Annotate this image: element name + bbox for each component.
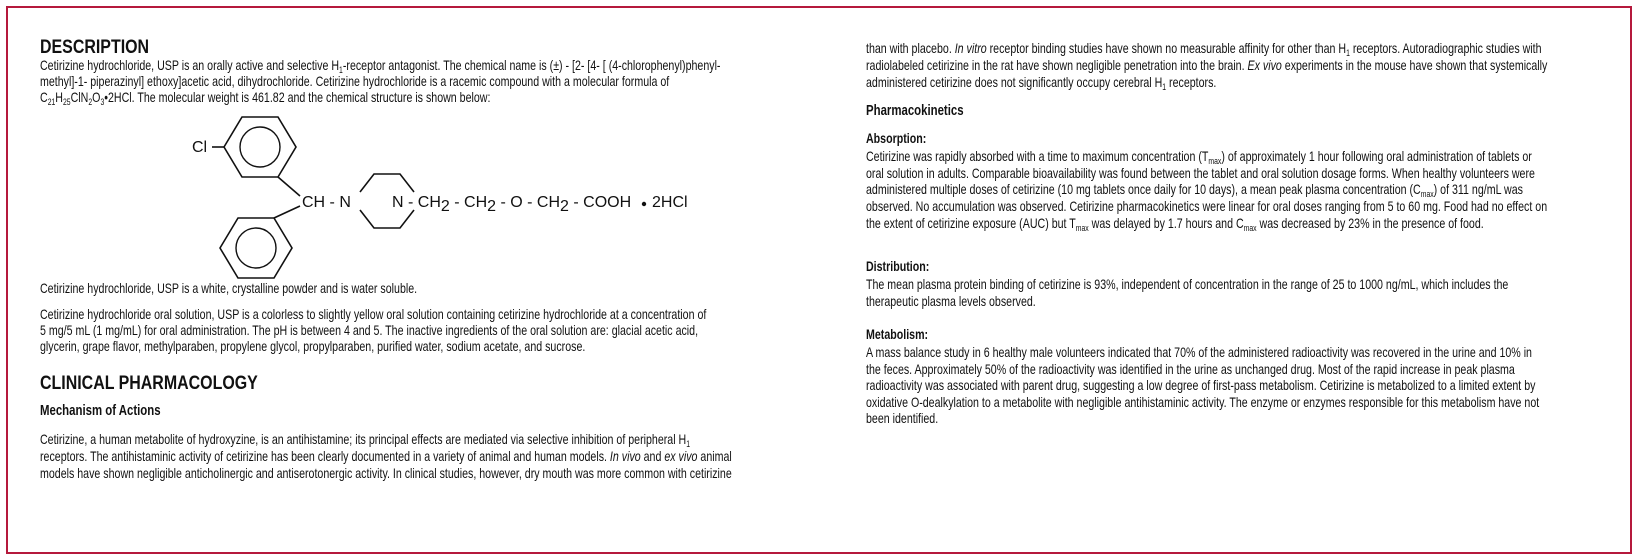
hcl-label: 2HCl <box>652 194 688 211</box>
receptor-line-3 <box>866 74 1216 90</box>
piperazine-ring-top <box>360 174 414 192</box>
bond <box>274 206 300 218</box>
text: receptors. Autoradiographic studies with <box>1349 40 1542 56</box>
receptor-line-2 <box>866 57 1547 73</box>
piperazine-ring-bottom <box>360 210 414 228</box>
metabolism-line-2: the feces. Approximately 50% of the radioactivity was identified in the urine as unchanged drug. Most of the rapid increase in peak plasma <box>866 361 1515 377</box>
metabolism-line-3: radioactivity was associated with parent drug, suggesting a low degree of first-pass metabolism. Cetirizine is metabolized to a limited extent by <box>866 377 1536 393</box>
text: - COOH <box>568 194 632 211</box>
chlorine-label: Cl <box>192 139 208 156</box>
distribution-line-1: The mean plasma protein binding of cetirizine is 93%, independent of concentration in the range of 25 to 1000 ng/mL, which includes the <box>866 276 1509 292</box>
absorption-line-2: oral solution in adults. Comparable bioavailability was found between the tablet and oral solution dosage forms. When healthy volunteers were <box>866 165 1535 181</box>
aromatic-circle <box>240 127 280 167</box>
benzene-ring-lower <box>220 218 292 278</box>
text: In vitro <box>954 40 987 56</box>
clinical-pharmacology-heading: CLINICAL PHARMACOLOGY <box>40 373 258 394</box>
salt-dot <box>642 202 646 206</box>
absorption-heading: Absorption: <box>866 130 927 146</box>
mechanism-line-2 <box>40 448 732 464</box>
chemical-structure-diagram <box>190 108 750 283</box>
description-line-1 <box>40 57 720 73</box>
subscript: 2 <box>440 198 450 215</box>
mechanism-heading: Mechanism of Actions <box>40 402 161 419</box>
subscript: 1 <box>1162 82 1167 92</box>
text: administered multiple doses of cetirizine (10 mg tablets once daily for 10 days), a mean peak plasma concentration (C <box>866 181 1421 197</box>
text: the extent of cetirizine exposure (AUC) but T <box>866 215 1076 231</box>
subscript: max <box>1075 223 1089 233</box>
oral-solution-line-2: 5 mg/5 mL (1 mg/mL) for oral administration. The pH is between 4 and 5. The inactive ingredients of the oral solution are: glacial acetic acid, <box>40 322 699 338</box>
subscript: 1 <box>686 439 691 449</box>
subscript: 1 <box>1346 48 1350 58</box>
text: In vivo <box>609 448 641 464</box>
text: animal <box>697 448 732 464</box>
text: Cetirizine, a human metabolite of hydroxyzine, is an antihistamine; its principal effects are mediated via selective inhibition of peripheral H <box>40 431 687 447</box>
mechanism-line-3: models have shown negligible anticholinergic and antiserotonergic activity. In clinical studies, however, dry mouth was more common with cetirizine <box>40 465 732 481</box>
text: and <box>640 448 665 464</box>
absorption-line-1 <box>866 148 1532 164</box>
text: C <box>40 89 48 105</box>
subscript: 3 <box>100 97 105 107</box>
subscript: max <box>1208 156 1222 166</box>
oral-solution-line-3: glycerin, grape flavor, methylparaben, propylene glycol, propylparaben, purified water, sodium acetate, and sucrose. <box>40 338 586 354</box>
text: radiolabeled cetirizine in the rat have shown negligible penetration into the brain. <box>866 57 1248 73</box>
text: Cetirizine hydrochloride, USP is an orally active and selective H <box>40 57 340 73</box>
description-heading: DESCRIPTION <box>40 37 150 58</box>
text: receptors. The antihistaminic activity of cetirizine has been clearly documented in a variety of animal and human models. <box>40 448 610 464</box>
text: administered cetirizine does not significantly occupy cerebral H <box>866 74 1163 90</box>
text: Ex vivo <box>1247 57 1282 73</box>
absorption-line-4: observed. No accumulation was observed. Cetirizine pharmacokinetics were linear for oral doses ranging from 5 to 60 mg. Food had no effect on <box>866 198 1548 214</box>
oral-solution-line-1: Cetirizine hydrochloride oral solution, USP is a colorless to slightly yellow oral solution containing cetirizine hydrochloride at a concentration of <box>40 306 707 322</box>
bond <box>278 177 300 196</box>
molecular-formula-line <box>40 89 490 105</box>
description-line-2: methyl]-1- piperazinyl] ethoxy]acetic acid, dihydrochloride. Cetirizine hydrochloride is a racemic compound with a molecular formula of <box>40 73 670 89</box>
text: ClN <box>70 89 89 105</box>
nitrogen-chain-label <box>392 194 631 215</box>
pharmacokinetics-heading: Pharmacokinetics <box>866 102 964 119</box>
text: H <box>55 89 64 105</box>
text: - O - CH <box>496 194 561 211</box>
subscript: 1 <box>339 65 343 75</box>
text: - CH <box>449 194 488 211</box>
absorption-line-3 <box>866 181 1523 197</box>
benzene-ring-upper <box>224 117 296 177</box>
distribution-line-2: therapeutic plasma levels observed. <box>866 293 1036 309</box>
mechanism-line-1 <box>40 431 690 447</box>
text: ) of approximately 1 hour following oral administration of tablets or <box>1221 148 1532 164</box>
subscript: 2 <box>88 97 93 107</box>
text: ex vivo <box>664 448 698 464</box>
text: N - CH <box>392 194 441 211</box>
text: O <box>92 89 101 105</box>
metabolism-line-5: been identified. <box>866 410 939 426</box>
text: ) of 311 ng/mL was <box>1433 181 1523 197</box>
metabolism-heading: Metabolism: <box>866 326 929 342</box>
text: -receptor antagonist. The chemical name is (±) - [2- [4- [ (4-chlorophenyl)phenyl- <box>342 57 721 73</box>
methine-nitrogen-label: CH - N <box>302 194 351 211</box>
subscript: 2 <box>560 198 569 215</box>
subscript: max <box>1243 223 1257 233</box>
receptor-line-1 <box>866 40 1542 56</box>
text: than with placebo. <box>866 40 955 56</box>
text: was decreased by 23% in the presence of food. <box>1256 215 1484 231</box>
metabolism-line-1: A mass balance study in 6 healthy male volunteers indicated that 70% of the administered radioactivity was recovered in the urine and 10% in <box>866 344 1532 360</box>
text: receptor binding studies have shown no measurable affinity for other than H <box>986 40 1347 56</box>
metabolism-line-4: oxidative O-dealkylation to a metabolite with negligible antihistaminic activity. The enzyme or enzymes responsible for this metabolism have not <box>866 394 1540 410</box>
text: experiments in the mouse have shown that systemically <box>1281 57 1548 73</box>
text: receptors. <box>1166 74 1217 90</box>
absorption-line-5 <box>866 215 1484 231</box>
description-paragraph-2: Cetirizine hydrochloride, USP is a white, crystalline powder and is water soluble. <box>40 280 418 296</box>
text: was delayed by 1.7 hours and C <box>1088 215 1244 231</box>
aromatic-circle <box>236 228 276 268</box>
subscript: 2 <box>487 198 497 215</box>
text: •2HCl. The molecular weight is 461.82 and the chemical structure is shown below: <box>104 89 491 105</box>
subscript: 25 <box>63 97 71 107</box>
text: Cetirizine was rapidly absorbed with a time to maximum concentration (T <box>866 148 1209 164</box>
distribution-heading: Distribution: <box>866 258 930 274</box>
subscript: max <box>1420 189 1434 199</box>
subscript: 21 <box>47 97 56 107</box>
